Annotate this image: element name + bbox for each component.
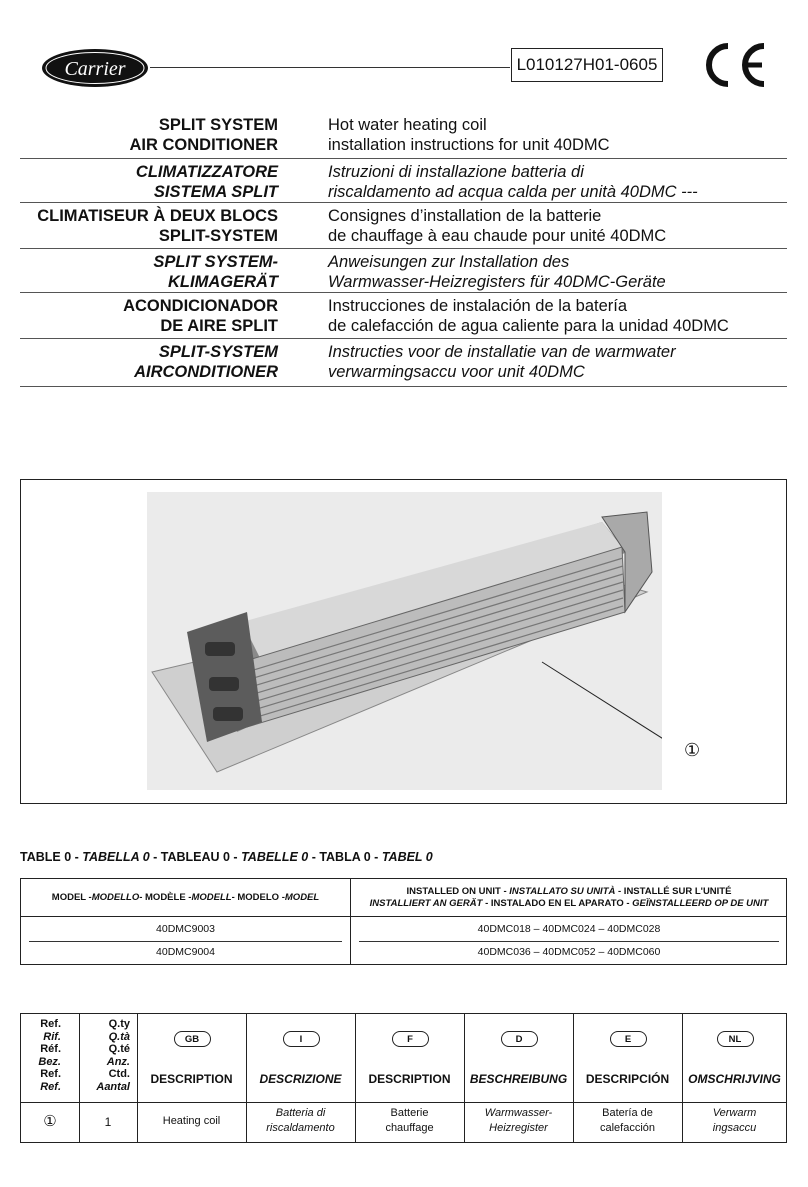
text-part: TABELLE 0 bbox=[241, 850, 309, 864]
description-header: DESCRIPTION bbox=[368, 1072, 451, 1086]
title-left-line: AIR CONDITIONER bbox=[129, 136, 278, 154]
table0-model-header bbox=[21, 879, 350, 916]
header-line: Anz. bbox=[106, 1055, 130, 1068]
value-line: Batería de bbox=[602, 1107, 653, 1119]
document-code: L010127H01-0605 bbox=[511, 48, 663, 82]
language-badge-gb: GB bbox=[174, 1031, 211, 1047]
text-part: INSTALLATO SU UNITÀ bbox=[509, 885, 616, 897]
value-line: Batterie bbox=[390, 1107, 429, 1119]
value-line: Verwarm bbox=[712, 1107, 757, 1119]
title-left-line: CLIMATISEUR À DEUX BLOCS bbox=[37, 207, 278, 225]
language-titles bbox=[20, 112, 787, 387]
title-left-line: AIRCONDITIONER bbox=[134, 363, 278, 381]
heating-coil-photo bbox=[147, 492, 662, 790]
value-line: Heizregister bbox=[489, 1122, 548, 1134]
title-right-line: de chauffage à eau chaude pour unité 40DMC bbox=[328, 227, 667, 245]
figure-frame bbox=[20, 479, 787, 804]
text-part: GEÏNSTALLEERD OP DE UNIT bbox=[632, 897, 769, 909]
description-header: DESCRIZIONE bbox=[259, 1072, 342, 1086]
title-row bbox=[20, 112, 787, 159]
language-badge-i: I bbox=[283, 1031, 320, 1047]
header-line: Q.ty bbox=[108, 1018, 130, 1030]
text-part: TABEL 0 bbox=[381, 850, 433, 864]
text-part: MODELLO bbox=[91, 892, 140, 903]
table0-model-cell: 40DMC9003 bbox=[156, 923, 215, 935]
text-part: - TABLEAU 0 - bbox=[149, 850, 242, 864]
row-ref: ① bbox=[43, 1113, 57, 1130]
carrier-logo bbox=[40, 47, 150, 89]
header-line: Réf. bbox=[40, 1043, 61, 1055]
title-description bbox=[328, 249, 666, 292]
title-description bbox=[328, 293, 729, 338]
header-line: Q.tà bbox=[108, 1030, 130, 1043]
row-qty: 1 bbox=[104, 1115, 112, 1129]
value-line: Warmwasser- bbox=[484, 1107, 553, 1119]
title-system-name bbox=[20, 339, 278, 386]
description-value bbox=[464, 1106, 573, 1136]
text-part: - MODÈLE - bbox=[139, 892, 192, 903]
table0-model-cell: 40DMC9004 bbox=[156, 946, 215, 958]
title-right-line: Warmwasser-Heizregisters für 40DMC-Geräte bbox=[328, 273, 666, 291]
value-line: ingsaccu bbox=[712, 1122, 757, 1134]
title-system-name bbox=[20, 159, 278, 202]
text-part: TABELLA 0 bbox=[82, 850, 150, 864]
title-left-line: CLIMATIZZATORE bbox=[135, 163, 278, 181]
value-line: Batteria di bbox=[275, 1107, 326, 1119]
language-badge-nl: NL bbox=[717, 1031, 754, 1047]
value-line: Heating coil bbox=[162, 1115, 221, 1127]
description-header: BESCHREIBUNG bbox=[469, 1072, 568, 1086]
title-right-line: installation instructions for unit 40DMC bbox=[328, 136, 610, 154]
title-row bbox=[20, 159, 787, 203]
title-system-name bbox=[20, 203, 278, 248]
title-right-line: verwarmingsaccu voor unit 40DMC bbox=[328, 363, 585, 381]
text-part: MODELL bbox=[191, 892, 232, 903]
value-line: riscaldamento bbox=[266, 1122, 335, 1134]
description-value bbox=[137, 1114, 246, 1129]
value-line: chauffage bbox=[385, 1122, 434, 1134]
table0-units-cell: 40DMC036 – 40DMC052 – 40DMC060 bbox=[477, 946, 661, 958]
title-right-line: riscaldamento ad acqua calda per unità 40DMC --- bbox=[328, 183, 698, 201]
title-description bbox=[328, 203, 666, 248]
header-line: Ref. bbox=[40, 1018, 61, 1030]
text-part: - MODELO - bbox=[231, 892, 285, 903]
header-line: Q.té bbox=[108, 1043, 130, 1055]
title-left-line: SPLIT-SYSTEM bbox=[158, 227, 278, 245]
parts-table bbox=[20, 1013, 787, 1143]
title-row bbox=[20, 203, 787, 249]
text-part: - INSTALLÉ SUR L'UNITÉ bbox=[615, 885, 732, 897]
header-line: Ref. bbox=[40, 1068, 61, 1080]
title-left-line: SPLIT SYSTEM- bbox=[153, 253, 278, 271]
title-right-line: Instrucciones de instalación de la batería bbox=[328, 297, 628, 315]
language-badge-e: E bbox=[610, 1031, 647, 1047]
title-left-line: KLIMAGERÄT bbox=[168, 273, 278, 291]
description-value bbox=[573, 1106, 682, 1136]
header-rule bbox=[150, 67, 510, 68]
title-left-line: SISTEMA SPLIT bbox=[153, 183, 278, 201]
title-system-name bbox=[20, 112, 278, 158]
qty-header bbox=[76, 1018, 130, 1093]
header-line: Ctd. bbox=[108, 1068, 130, 1080]
title-row bbox=[20, 293, 787, 339]
title-left-line: SPLIT-SYSTEM bbox=[158, 343, 278, 361]
language-badge-f: F bbox=[392, 1031, 429, 1047]
figure-callout-1: ① bbox=[684, 740, 701, 760]
text-part: - TABLA 0 - bbox=[308, 850, 382, 864]
description-value bbox=[682, 1106, 787, 1136]
title-right-line: Consignes d’installation de la batterie bbox=[328, 207, 602, 225]
brand-name: Carrier bbox=[64, 58, 126, 80]
title-description bbox=[328, 112, 610, 158]
description-value bbox=[246, 1106, 355, 1136]
text-part: - INSTALADO EN EL APARATO - bbox=[482, 897, 633, 909]
title-left-line: DE AIRE SPLIT bbox=[160, 317, 278, 335]
title-system-name bbox=[20, 293, 278, 338]
table0-installed-header bbox=[351, 879, 787, 916]
text-part: INSTALLIERT AN GERÄT bbox=[369, 897, 483, 909]
value-line: calefacción bbox=[599, 1122, 656, 1134]
title-description bbox=[328, 159, 698, 202]
title-left-line: SPLIT SYSTEM bbox=[158, 116, 278, 134]
description-header: DESCRIPTION bbox=[150, 1072, 233, 1086]
description-value bbox=[355, 1106, 464, 1136]
description-header: OMSCHRIJVING bbox=[688, 1072, 781, 1086]
title-description bbox=[328, 339, 676, 386]
title-system-name bbox=[20, 249, 278, 292]
table0 bbox=[20, 878, 787, 965]
title-right-line: Anweisungen zur Installation des bbox=[328, 253, 570, 271]
title-right-line: Istruzioni di installazione batteria di bbox=[328, 163, 584, 181]
description-header: DESCRIPCIÓN bbox=[585, 1072, 670, 1086]
ref-header bbox=[23, 1018, 61, 1093]
title-row bbox=[20, 339, 787, 387]
ce-mark bbox=[698, 40, 770, 90]
title-right-line: de calefacción de agua caliente para la unidad 40DMC bbox=[328, 317, 729, 335]
table0-title bbox=[20, 850, 433, 864]
title-row bbox=[20, 249, 787, 293]
header-line: Rif. bbox=[43, 1030, 61, 1043]
title-left-line: ACONDICIONADOR bbox=[123, 297, 278, 315]
table0-units-cell: 40DMC018 – 40DMC024 – 40DMC028 bbox=[477, 923, 661, 935]
text-part: TABLE 0 - bbox=[20, 850, 83, 864]
text-part: MODEL bbox=[284, 892, 320, 903]
header-line: Ref. bbox=[40, 1080, 61, 1093]
text-part: MODEL - bbox=[51, 892, 92, 903]
header-line: Aantal bbox=[96, 1080, 130, 1093]
header-line: Bez. bbox=[38, 1055, 61, 1068]
title-right-line: Instructies voor de installatie van de warmwater bbox=[328, 343, 676, 361]
title-right-line: Hot water heating coil bbox=[328, 116, 487, 134]
language-badge-d: D bbox=[501, 1031, 538, 1047]
text-part: INSTALLED ON UNIT - bbox=[406, 885, 510, 897]
